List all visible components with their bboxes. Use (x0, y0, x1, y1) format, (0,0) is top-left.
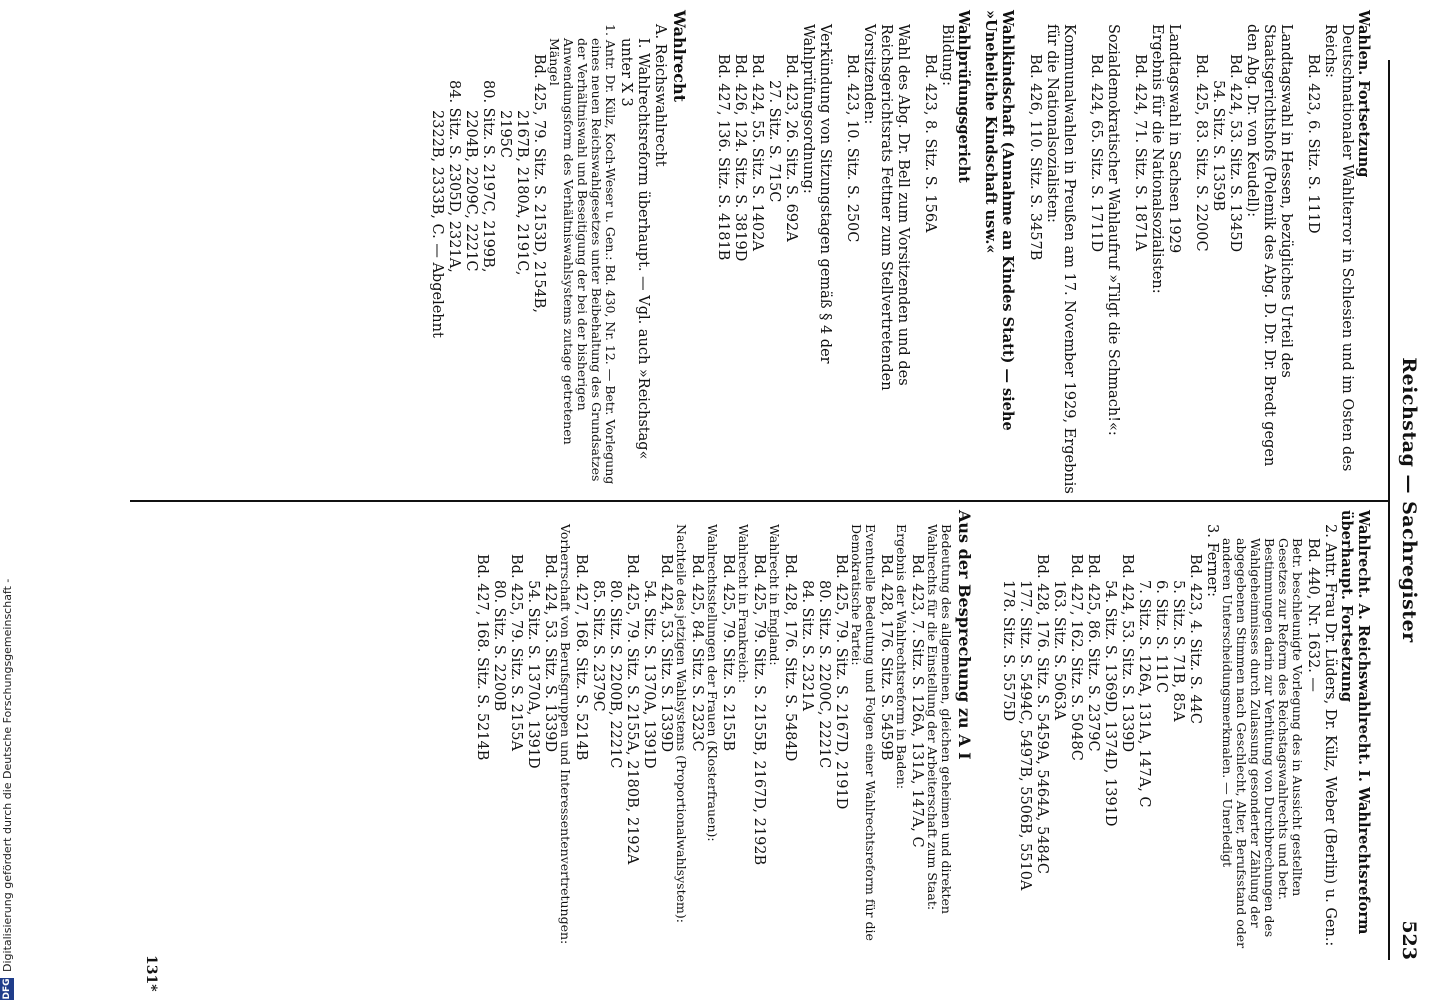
reference-line: Bd. 428, 176. Sitz. S. 5484D (782, 554, 798, 762)
reference-line: Bd. 423, 7. Sitz. S. 126A, 131A, 147A, C (909, 554, 925, 848)
entry-subject: Landtagswahl in Hessen, bezügliches Urteil des Staatsgerichtshofs (Polemik des Abg. D. Dr. Dr. Bredt gegen den Abg. Dr. von Keudell): (1244, 24, 1294, 467)
entry-subject: Bildung: (939, 24, 955, 87)
right-column (473, 510, 1372, 950)
entry-subject: Wahlrechtsstellungen der Frauen (Klosterfrauen): (705, 524, 720, 842)
entry-headword: Wahlen. Fortsetzung (1355, 10, 1372, 178)
spacer (972, 10, 982, 495)
entry-subject: I. Wahlrechtsreform überhaupt. — Vgl. auch »Reichstag« unter X 3 (618, 38, 651, 460)
reference-line: 84. Sitz. S. 2321A (799, 580, 815, 711)
reference-line: Bd. 427, 136. Sitz. S. 4181B (715, 54, 731, 261)
section-heading: Aus der Besprechung zu A I (955, 510, 974, 760)
reference-line: Bd. 425, 86. Sitz. S. 2379C (1085, 554, 1101, 752)
reference-line: 84. Sitz. S. 2305D, 2321A, (446, 80, 462, 273)
reference-line: Bd. 426, 124. Sitz. S. 3819D (732, 54, 748, 262)
reference-line: Bd. 423, 4. Sitz. S. 44C (1187, 554, 1203, 724)
reference-line: Bd. 423, 26. Sitz. S. 692A (783, 54, 799, 242)
reference-line: Bd. 424, 71. Sitz. S. 1871A (1132, 54, 1148, 251)
reference-line: Bd. 427, 168. Sitz. S. 5214B (573, 554, 589, 761)
entry-subject: Vorherrschaft von Berufsgruppen und Interessentenvertretungen: (558, 524, 573, 945)
reference-line: Bd. 424, 53. Sitz. S. 1339D (1119, 554, 1135, 753)
reference-line: Bd. 424, 65. Sitz. S. 1711D (1088, 54, 1104, 253)
reference-line: Bd. 427, 162. Sitz. S. 5048C (1068, 554, 1084, 761)
entry-subject: Betr. beschleunigte Vorlegung des in Aussicht gestellten Gesetzes zur Reform des Reichstagswahlrechts und betr. Bestimmungen darin zur Verhütung von Durchbrechungen des Wahlgeheimnisses durch Zulassung gesonderter Zählung der abgegebenen Stimmen nach Geschlecht, Alter, Berufsstand oder anderen Unterscheidungsmerkmalen. — Unerledigt (1220, 538, 1305, 949)
reference-line: Bd. 425, 79. Sitz. S. 2155A (508, 554, 524, 751)
reference-line: Bd. 423, 6. Sitz. S. 111D (1305, 54, 1321, 234)
reference-line: 177. Sitz. S. 5494C, 5497B, 5506B, 5510A (1017, 580, 1033, 891)
section-heading: Wahlrecht (670, 10, 689, 103)
reference-line: Bd. 428, 176. Sitz. S. 5459A, 5464A, 5484C (1034, 554, 1050, 875)
reference-line: 163. Sitz. S. 5063A (1051, 580, 1067, 721)
entry-subject: Wahlrecht in England: (767, 524, 782, 666)
running-header (1398, 0, 1420, 1000)
reference-line: 7. Sitz. S. 126A, 131A, 147A, C (1136, 580, 1152, 808)
entry-subject: Nachteile des jetzigen Wahlsystems (Proportionalwahlsystem): (674, 524, 689, 923)
spacer (704, 10, 714, 495)
entry-subject: Ergebnis für die Nationalsozialisten: (1149, 24, 1165, 294)
entry-subject: Bedeutung des allgemeinen, gleichen geheimen und direkten Wahlrechts für die Einstellung der Arbeiterschaft zum Staat: (925, 524, 954, 914)
reference-line: 2195C (497, 110, 513, 158)
page-number: 523 (1398, 920, 1420, 960)
reference-line: 80. Sitz. S. 2197C, 2199B, (480, 80, 496, 273)
entry-headword: Wahlprüfungsgericht (955, 10, 972, 183)
reference-line: 54. Sitz. S. 1370A, 1391D (525, 580, 541, 769)
entry-subject: Kommunalwahlen in Preußen am 17. November 1929, Ergebnis für die Nationalsozialisten: (1044, 24, 1077, 494)
motion-entry: 1. Antr. Dr. Külz, Koch-Weser u. Gen.: Bd. 430, Nr. 12. — Betr. Vorlegung eines neuen Reichswahlgesetzes unter Beibehaltung des Grundsatzes der Verhältniswahl und Beseitigung der bei der bisherigen Anwendungsform des Verhältniswahlsystems zutage getretenen Mängel (547, 24, 618, 485)
reference-line: Bd. 426, 110. Sitz. S. 3457B (1027, 54, 1043, 261)
reference-line: Bd. 425, 84. Sitz. S. 2323C (689, 554, 705, 752)
reference-line: Bd. 424, 53. Sitz. S. 1339D (542, 554, 558, 753)
entry-subject: Eventuelle Bedeutung und Folgen einer Wahlrechtsreform für die Demokratische Partei: (849, 524, 878, 941)
spacer (911, 10, 921, 495)
reference-line: Bd. 425, 79. Sitz. S. 2155B, 2167D, 2192B (751, 554, 767, 866)
entry-subject: Landtagswahl in Sachsen 1929 (1166, 24, 1182, 254)
left-column (428, 10, 1372, 495)
reference-line: 85. Sitz. S. 2379C (590, 580, 606, 712)
entry-subject: Deutschnationaler Wahlterror in Schlesien und im Osten des Reichs: (1322, 24, 1355, 472)
reference-line: 6. Sitz. S. 111C (1153, 580, 1169, 694)
reference-line: 2322B, 2333B, C. — Abgelehnt (429, 110, 445, 338)
reference-line: Bd. 428, 176. Sitz. S. 5459B (878, 554, 894, 761)
entry-subject: A. Reichswahlrecht (652, 24, 668, 167)
reference-line: Bd. 425, 79. Sitz. S. 2155B (720, 554, 736, 752)
header-rule (1388, 60, 1390, 960)
reference-line: 2204B, 2209C, 2221C (463, 110, 479, 272)
credit-text: Digitalisierung gefördert durch die Deutsche Forschungsgemeinschaft - (1, 578, 14, 972)
reference-line: Bd. 427, 168. Sitz. S. 5214B (474, 554, 490, 761)
footer-credit (0, 0, 24, 1000)
spacer (1016, 10, 1026, 495)
spacer (1077, 10, 1087, 495)
signature-mark: 131* (143, 955, 159, 992)
spacer (1121, 10, 1131, 495)
reference-line: 54. Sitz. S. 1359B (1210, 80, 1226, 212)
reference-line: 80. Sitz. S. 2200B (491, 580, 507, 712)
reference-line: Bd. 425, 79. Sitz. S. 2153D, 2154B, (531, 54, 547, 314)
reference-line: Bd. 424, 53. Sitz. S. 1339D (658, 554, 674, 753)
entry-subject: Verkündung von Sitzungstagen gemäß § 4 der Wahlprüfungsordnung: (800, 24, 833, 364)
reference-line: 54. Sitz. S. 1369D, 1374D, 1391D (1102, 580, 1118, 827)
spacer (989, 510, 999, 950)
entry-headword: Wahlrecht. A. Reichswahlrecht. I. Wahlrechtsreform überhaupt. Fortsetzung (1338, 510, 1372, 935)
entry-headword: Wahlkindschaft (Annahme an Kindes Statt) — siehe »Uneheliche Kindschaft usw.« (982, 10, 1016, 431)
reference-line: Bd. 425, 79. Sitz. S. 2167D, 2191D (833, 554, 849, 810)
reference-line: Bd. 423, 8. Sitz. S. 156A (922, 54, 938, 233)
reference-line: Bd. 424, 55. Sitz. S. 1402A (749, 54, 765, 251)
column-divider (130, 500, 1390, 502)
spacer (833, 10, 843, 495)
reference-line: 27. Sitz. S. 715C (766, 80, 782, 203)
reference-line: Bd. 423, 10. Sitz. S. 250C (844, 54, 860, 243)
reference-line: Bd. 424, 53. Sitz. S. 1345D (1227, 54, 1243, 253)
reference-line: 5. Sitz. S. 71B, 85A (1170, 580, 1186, 722)
reference-line: 2167B, 2180A, 2191C, (514, 110, 530, 276)
motion-entry: 2. Antr. Frau Dr. Lüders, Dr. Külz, Weber (Berlin) u. Gen.: Bd. 440, Nr. 1632. — (1305, 524, 1338, 947)
entry-subject: Wahlrecht in Frankreich: (736, 524, 751, 684)
dfg-logo: DFG (2, 978, 12, 1000)
reference-line: 54. Sitz. S. 1370A, 1391D (641, 580, 657, 769)
reference-line: 80. Sitz. S. 2200C, 2221C (816, 580, 832, 769)
entry-subject: Sozialdemokratischer Wahlaufruf »Tilgt die Schmach!«: (1105, 24, 1121, 436)
header-title: Reichstag — Sachregister (1398, 357, 1420, 643)
reference-line: Bd. 425, 83. Sitz. S. 2200C (1193, 54, 1209, 252)
reference-line: Bd. 425, 79. Sitz. S. 2155A, 2180B, 2192A (624, 554, 640, 865)
entry-subject: Ergebnis der Wahlrechtsreform in Baden: (894, 524, 909, 790)
entry-subject: 3. Ferner: (1204, 524, 1220, 597)
reference-line: 178. Sitz. S. 5575D (1000, 580, 1016, 722)
entry-subject: Wahl des Abg. Dr. Bell zum Vorsitzenden und des Reichsgerichtsrats Fettner zum Stellvertretenden Vorsitzenden: (861, 24, 911, 391)
spacer (1182, 10, 1192, 495)
reference-line: 80. Sitz. S. 2200B, 2221C (607, 580, 623, 769)
spacer (1294, 10, 1304, 495)
